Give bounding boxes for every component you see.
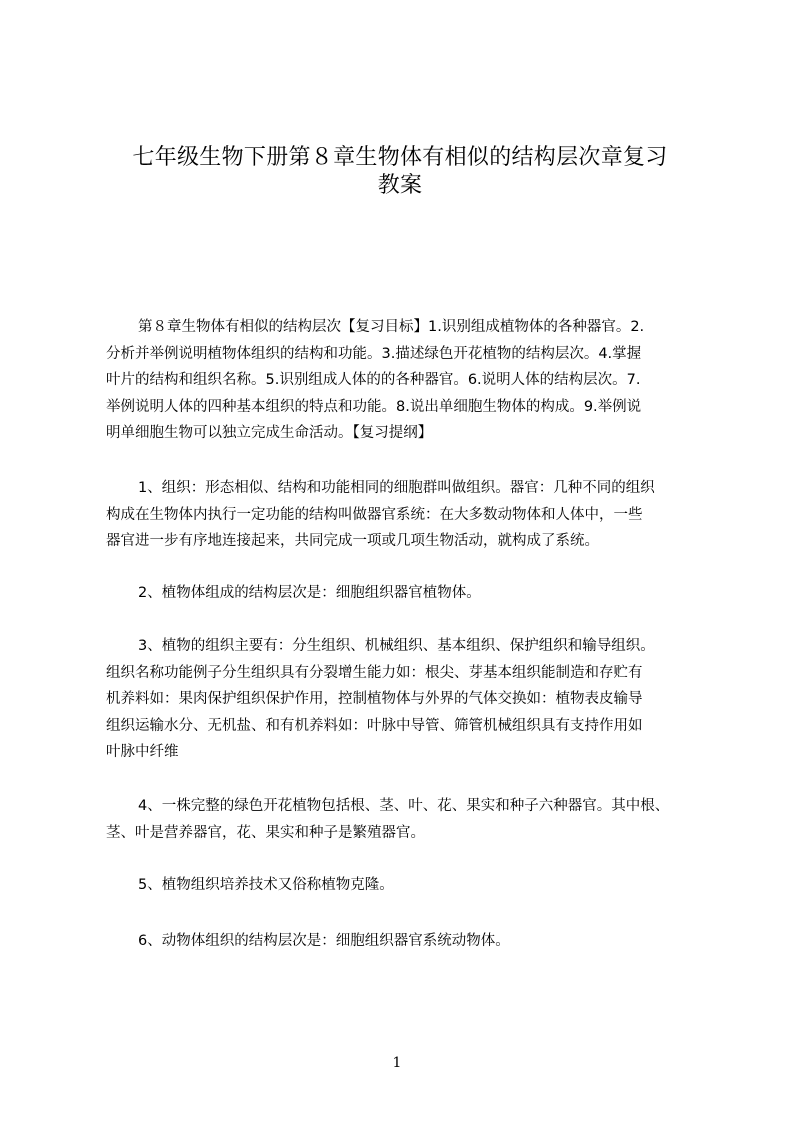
text-line: 器官进一步有序地连接起来，共同完成一项或几项生物活动，就构成了系统。 [106,533,599,549]
text-line: 明单细胞生物可以独立完成生命活动。【复习提纲】 [106,425,433,441]
title-line-2: 教案 [377,173,423,198]
paragraph-item-3 [106,633,718,766]
paragraph-item-1 [106,475,718,555]
text-line: 6、动物体组织的结构层次是：细胞组织器官系统动物体。 [138,933,510,949]
text-line: 举例说明人体的四种基本组织的特点和功能。8.说出单细胞生物体的构成。9.举例说 [106,398,642,415]
paragraph-item-5 [106,872,718,899]
paragraph-item-2 [106,580,718,607]
text-line: 组织名称功能例子分生组织具有分裂增生能力如：根尖、芽基本组织能制造和存贮有 [106,664,643,681]
document-title [100,144,700,200]
title-line-1: 七年级生物下册第８章生物体有相似的结构层次章复习 [132,145,668,170]
text-line: 组织运输水分、无机盐、和有机养料如：叶脉中导管、筛管机械组织具有支持作用如 [106,717,643,734]
text-line: 机养料如：果肉保护组织保护作用，控制植物体与外界的气体交换如：植物表皮输导 [106,691,643,707]
text-line: 2、植物体组成的结构层次是：细胞组织器官植物体。 [138,585,481,601]
text-line: 分析并举例说明植物体组织的结构和功能。3.描述绿色开花植物的结构层次。4.掌握 [106,345,642,362]
text-line: 叶脉中纤维 [106,744,179,760]
paragraph-review-goals [106,314,718,447]
paragraph-item-4 [106,793,718,846]
text-line: 1、组织：形态相似、结构和功能相同的细胞群叫做组织。器官：几种不同的组织 [138,480,655,496]
text-line: 叶片的结构和组织名称。5.识别组成人体的的各种器官。6.说明人体的结构层次。7. [106,372,641,388]
text-line: 3、植物的组织主要有：分生组织、机械组织、基本组织、保护组织和输导组织。 [138,638,655,654]
text-line: 5、植物组织培养技术又俗称植物克隆。 [138,877,394,893]
text-line: 构成在生物体内执行一定功能的结构叫做器官系统：在大多数动物体和人体中，一些 [106,506,643,523]
text-line: 4、一株完整的绿色开花植物包括根、茎、叶、花、果实和种子六种器官。其中根、 [138,798,670,814]
text-line: 茎、叶是营养器官，花、果实和种子是繁殖器官。 [106,824,425,841]
paragraph-item-6 [106,928,718,955]
page-number: 1 [392,1055,402,1071]
text-line: 第８章生物体有相似的结构层次【复习目标】1.识别组成植物体的各种器官。2. [138,319,645,335]
